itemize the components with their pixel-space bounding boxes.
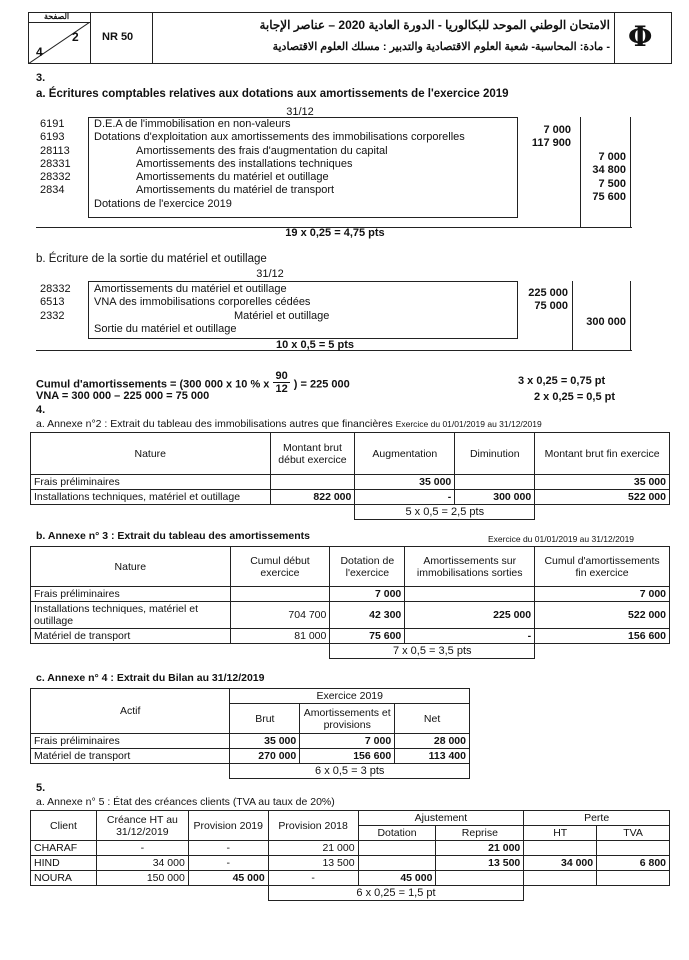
debit-amount: 7 000 xyxy=(543,124,571,136)
col-header: Diminution xyxy=(455,433,535,475)
col-header: TVA xyxy=(597,826,670,841)
table-cell: - xyxy=(188,856,268,871)
table-cell: Frais préliminaires xyxy=(31,734,230,749)
points-label: 6 x 0,5 = 3 pts xyxy=(230,764,470,779)
table-cell: 35 000 xyxy=(230,734,300,749)
amortissements-table xyxy=(30,546,670,659)
table-cell xyxy=(230,587,330,602)
account-number: 6513 xyxy=(40,296,65,309)
col-header: Montant brut début exercice xyxy=(270,433,355,475)
table-cell: - xyxy=(188,841,268,856)
table-cell: Installations techniques, matériel et outillage xyxy=(31,602,231,629)
col-header: Nature xyxy=(31,547,231,587)
table-cell: HIND xyxy=(31,856,97,871)
header-divider xyxy=(152,12,153,64)
credit-amount: 7 500 xyxy=(598,177,626,190)
table-cell: 7 000 xyxy=(300,734,395,749)
col-header: Provision 2018 xyxy=(268,811,358,841)
question-number: 3. xyxy=(36,72,46,84)
table-row xyxy=(31,629,670,644)
col-header: Montant brut fin exercice xyxy=(535,433,670,475)
account-number: 28332 xyxy=(40,283,71,295)
table-row xyxy=(31,871,670,886)
vna-formula: VNA = 300 000 – 225 000 = 75 000 xyxy=(36,390,210,402)
creances-table xyxy=(30,810,670,901)
journal-column-line xyxy=(630,117,631,227)
table-cell: - xyxy=(355,490,455,505)
points-label: 6 x 0,25 = 1,5 pt xyxy=(268,886,524,901)
section-title: a. Annexe n° 5 : État des créances clients (TVA au taux de 20%) xyxy=(36,796,335,808)
table-cell: Frais préliminaires xyxy=(31,475,271,490)
table-cell xyxy=(524,871,597,886)
exam-code: NR 50 xyxy=(102,31,134,43)
table-cell: NOURA xyxy=(31,871,97,886)
table-cell: Frais préliminaires xyxy=(31,587,231,602)
fraction-denominator: 12 xyxy=(275,383,288,395)
question-number: 5. xyxy=(36,782,46,794)
question-number: 4. xyxy=(36,404,46,416)
table-cell xyxy=(405,587,535,602)
table-cell xyxy=(524,841,597,856)
col-header: Augmentation xyxy=(355,433,455,475)
table-cell: Matériel de transport xyxy=(31,629,231,644)
entry-label: D.E.A de l'immobilisation en non-valeurs xyxy=(94,118,291,130)
account-number: 2332 xyxy=(40,309,65,322)
header-subtitle: - مادة: المحاسبة- شعبة العلوم الاقتصادية والتدبير : مسلك العلوم الاقتصادية xyxy=(272,41,610,53)
table-cell: Matériel de transport xyxy=(31,749,230,764)
col-header: Perte xyxy=(524,811,670,826)
table-cell: 522 000 xyxy=(535,602,670,629)
table-cell: Installations techniques, matériel et outillage xyxy=(31,490,271,505)
col-header: Dotation de l'exercice xyxy=(330,547,405,587)
section-title: b. Écriture de la sortie du matériel et outillage xyxy=(36,253,267,265)
table-cell: 270 000 xyxy=(230,749,300,764)
col-header: Client xyxy=(31,811,97,841)
header-title: الامتحان الوطني الموحد للبكالوريا - الدورة العادية 2020 – عناصر الإجابة xyxy=(259,18,610,32)
table-cell: 6 800 xyxy=(597,856,670,871)
table-cell: 81 000 xyxy=(230,629,330,644)
logo-phi-icon: Φ xyxy=(628,20,653,53)
col-header: Cumul début exercice xyxy=(230,547,330,587)
table-cell: 28 000 xyxy=(395,734,470,749)
entry-date: 31/12 xyxy=(256,268,284,280)
table-cell: 300 000 xyxy=(455,490,535,505)
credit-amount: 34 800 xyxy=(592,164,626,177)
table-cell: 35 000 xyxy=(355,475,455,490)
col-header: Créance HT au 31/12/2019 xyxy=(96,811,188,841)
entry-libelle: Dotations de l'exercice 2019 xyxy=(94,197,232,210)
table-cell: 156 600 xyxy=(300,749,395,764)
bilan-table xyxy=(30,688,470,779)
table-cell: 42 300 xyxy=(330,602,405,629)
table-cell: 13 500 xyxy=(436,856,524,871)
table-cell: 156 600 xyxy=(535,629,670,644)
col-header: Actif xyxy=(31,689,230,734)
table-cell: CHARAF xyxy=(31,841,97,856)
entry-label: Amortissements du matériel et outillage xyxy=(94,283,287,295)
table-cell: 822 000 xyxy=(270,490,355,505)
table-cell: 45 000 xyxy=(358,871,436,886)
points-label: 10 x 0,5 = 5 pts xyxy=(276,339,354,351)
entry-label: Dotations d'exploitation aux amortissements des immobilisations corporelles xyxy=(94,131,465,144)
points-label: 5 x 0,5 = 2,5 pts xyxy=(355,505,535,520)
journal-column-line xyxy=(630,281,631,350)
fraction-numerator: 90 xyxy=(275,370,288,382)
table-cell: - xyxy=(268,871,358,886)
table-row xyxy=(31,602,670,629)
table-cell: 45 000 xyxy=(188,871,268,886)
entry-label: Amortissements du matériel et outillage xyxy=(136,171,329,184)
entry-label: Matériel et outillage xyxy=(234,309,330,322)
col-header: Provision 2019 xyxy=(188,811,268,841)
page-number: 2 xyxy=(72,30,79,44)
table-cell: 13 500 xyxy=(268,856,358,871)
table-cell: 7 000 xyxy=(535,587,670,602)
credit-amount: 75 600 xyxy=(592,190,626,203)
table-row xyxy=(31,856,670,871)
col-header: Exercice 2019 xyxy=(230,689,470,704)
table-cell: 7 000 xyxy=(330,587,405,602)
col-header: Net xyxy=(395,704,470,734)
table-cell: 113 400 xyxy=(395,749,470,764)
account-number: 28332 xyxy=(40,171,71,184)
col-header: Ajustement xyxy=(358,811,524,826)
table-cell: 21 000 xyxy=(436,841,524,856)
table-cell xyxy=(455,475,535,490)
section-title: a. Écritures comptables relatives aux dotations aux amortissements de l'exercice 2019 xyxy=(36,88,509,100)
table-cell xyxy=(358,841,436,856)
col-header: Reprise xyxy=(436,826,524,841)
col-header: Brut xyxy=(230,704,300,734)
col-header: Nature xyxy=(31,433,271,475)
entry-libelle: Sortie du matériel et outillage xyxy=(94,322,237,335)
col-header: Dotation xyxy=(358,826,436,841)
cumul-formula: Cumul d'amortissements = (300 000 x 10 % x xyxy=(36,378,270,391)
period-label: Exercice du 01/01/2019 au 31/12/2019 xyxy=(488,534,635,544)
debit-amount: 225 000 xyxy=(528,287,568,299)
page-word: الصفحة xyxy=(44,12,70,21)
table-row xyxy=(31,490,670,505)
period-label: Exercice du 01/01/2019 au 31/12/2019 xyxy=(395,419,542,429)
debit-amount: 117 900 xyxy=(531,137,571,150)
table-row xyxy=(31,587,670,602)
points-label: 19 x 0,25 = 4,75 pts xyxy=(285,227,385,239)
table-cell: 21 000 xyxy=(268,841,358,856)
cumul-result: ) = 225 000 xyxy=(293,378,350,391)
table-cell: 522 000 xyxy=(535,490,670,505)
header-divider xyxy=(614,12,615,64)
entry-label: Amortissements des frais d'augmentation du capital xyxy=(136,144,388,157)
points-label: 2 x 0,25 = 0,5 pt xyxy=(534,391,616,403)
table-cell xyxy=(597,841,670,856)
table-cell: 35 000 xyxy=(535,475,670,490)
table-cell: - xyxy=(96,841,188,856)
table-cell xyxy=(270,475,355,490)
section-title: a. Annexe n°2 : Extrait du tableau des immobilisations autres que financières xyxy=(36,418,393,430)
section-title: b. Annexe n° 3 : Extrait du tableau des amortissements xyxy=(36,530,310,542)
account-number: 28113 xyxy=(40,144,70,157)
table-cell xyxy=(436,871,524,886)
account-number: 6193 xyxy=(40,131,65,144)
table-cell: 704 700 xyxy=(230,602,330,629)
table-cell: - xyxy=(405,629,535,644)
immobilisations-table xyxy=(30,432,670,520)
account-number: 2834 xyxy=(40,184,65,197)
table-row xyxy=(31,475,670,490)
table-cell: 225 000 xyxy=(405,602,535,629)
entry-label: Amortissements des installations techniques xyxy=(136,157,353,170)
entry-label: VNA des immobilisations corporelles cédées xyxy=(94,296,311,309)
points-label: 3 x 0,25 = 0,75 pt xyxy=(518,375,606,387)
col-header: HT xyxy=(524,826,597,841)
table-cell: 34 000 xyxy=(524,856,597,871)
account-number: 28331 xyxy=(40,157,71,170)
debit-amount: 75 000 xyxy=(534,300,568,313)
entry-label: Amortissements du matériel de transport xyxy=(136,184,335,197)
points-label: 7 x 0,5 = 3,5 pts xyxy=(330,644,535,659)
table-cell xyxy=(358,856,436,871)
account-number: 6191 xyxy=(40,118,65,130)
section-title: c. Annexe n° 4 : Extrait du Bilan au 31/12/2019 xyxy=(36,672,265,684)
header-divider xyxy=(90,12,91,64)
entry-date: 31/12 xyxy=(286,106,314,118)
col-header: Cumul d'amortissements fin exercice xyxy=(535,547,670,587)
table-cell: 75 600 xyxy=(330,629,405,644)
table-row xyxy=(31,734,470,749)
table-cell: 34 000 xyxy=(96,856,188,871)
col-header: Amortissements et provisions xyxy=(300,704,395,734)
table-cell xyxy=(597,871,670,886)
credit-amount: 7 000 xyxy=(598,151,626,163)
page-total: 4 xyxy=(36,45,43,59)
col-header: Amortissements sur immobilisations sorties xyxy=(405,547,535,587)
table-cell: 150 000 xyxy=(96,871,188,886)
table-row xyxy=(31,841,670,856)
table-row xyxy=(31,749,470,764)
credit-amount: 300 000 xyxy=(586,316,626,328)
